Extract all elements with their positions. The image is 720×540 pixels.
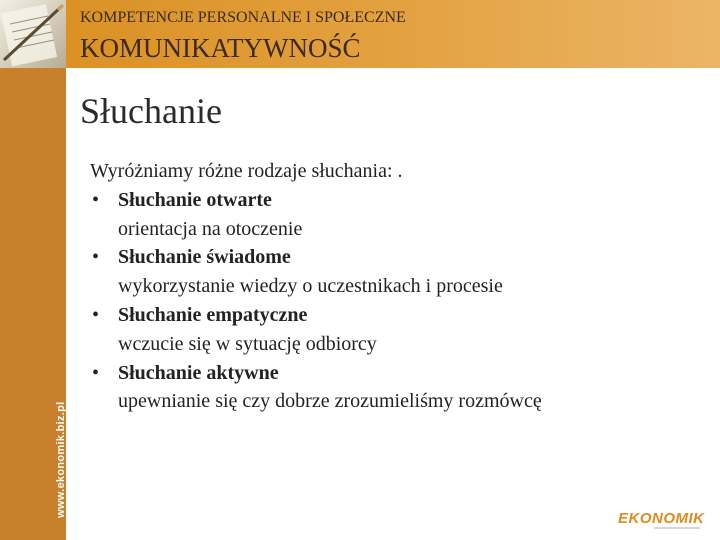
bullet-description: upewnianie się czy dobrze zrozumieliśmy rozmówcę xyxy=(118,390,542,413)
list-item xyxy=(90,301,700,330)
header-subtitle: KOMPETENCJE PERSONALNE I SPOŁECZNE xyxy=(80,9,406,26)
bullet-icon: • xyxy=(92,246,100,269)
bullet-description: wykorzystanie wiedzy o uczestnikach i procesie xyxy=(118,275,503,298)
header-title: KOMUNIKATYWNOŚĆ xyxy=(80,33,361,63)
list-item xyxy=(90,186,700,215)
corner-photo xyxy=(0,0,66,68)
document-pen-icon xyxy=(0,0,66,68)
logo-underline xyxy=(654,527,700,529)
bullet-description: wczucie się w sytuację odbiorcy xyxy=(118,332,377,355)
bullet-heading: Słuchanie otwarte xyxy=(118,188,272,211)
bullet-heading: Słuchanie aktywne xyxy=(118,361,279,384)
list-item xyxy=(90,359,700,388)
body-intro: Wyróżniamy różne rodzaje słuchania: . xyxy=(90,160,403,182)
list-item xyxy=(90,243,700,272)
bullet-icon: • xyxy=(92,361,100,384)
bullet-icon: • xyxy=(92,188,100,211)
bullet-heading: Słuchanie empatyczne xyxy=(118,303,308,326)
logo-text: EKONOMIK xyxy=(618,510,705,527)
ekonomik-logo xyxy=(618,504,710,532)
bullet-icon: • xyxy=(92,303,100,326)
slide-title: Słuchanie xyxy=(80,91,222,131)
slide-body xyxy=(90,157,700,416)
bullet-heading: Słuchanie świadome xyxy=(118,246,291,269)
website-url[interactable]: www.ekonomik.biz.pl xyxy=(55,401,67,518)
bullet-description: orientacja na otoczenie xyxy=(118,217,303,240)
